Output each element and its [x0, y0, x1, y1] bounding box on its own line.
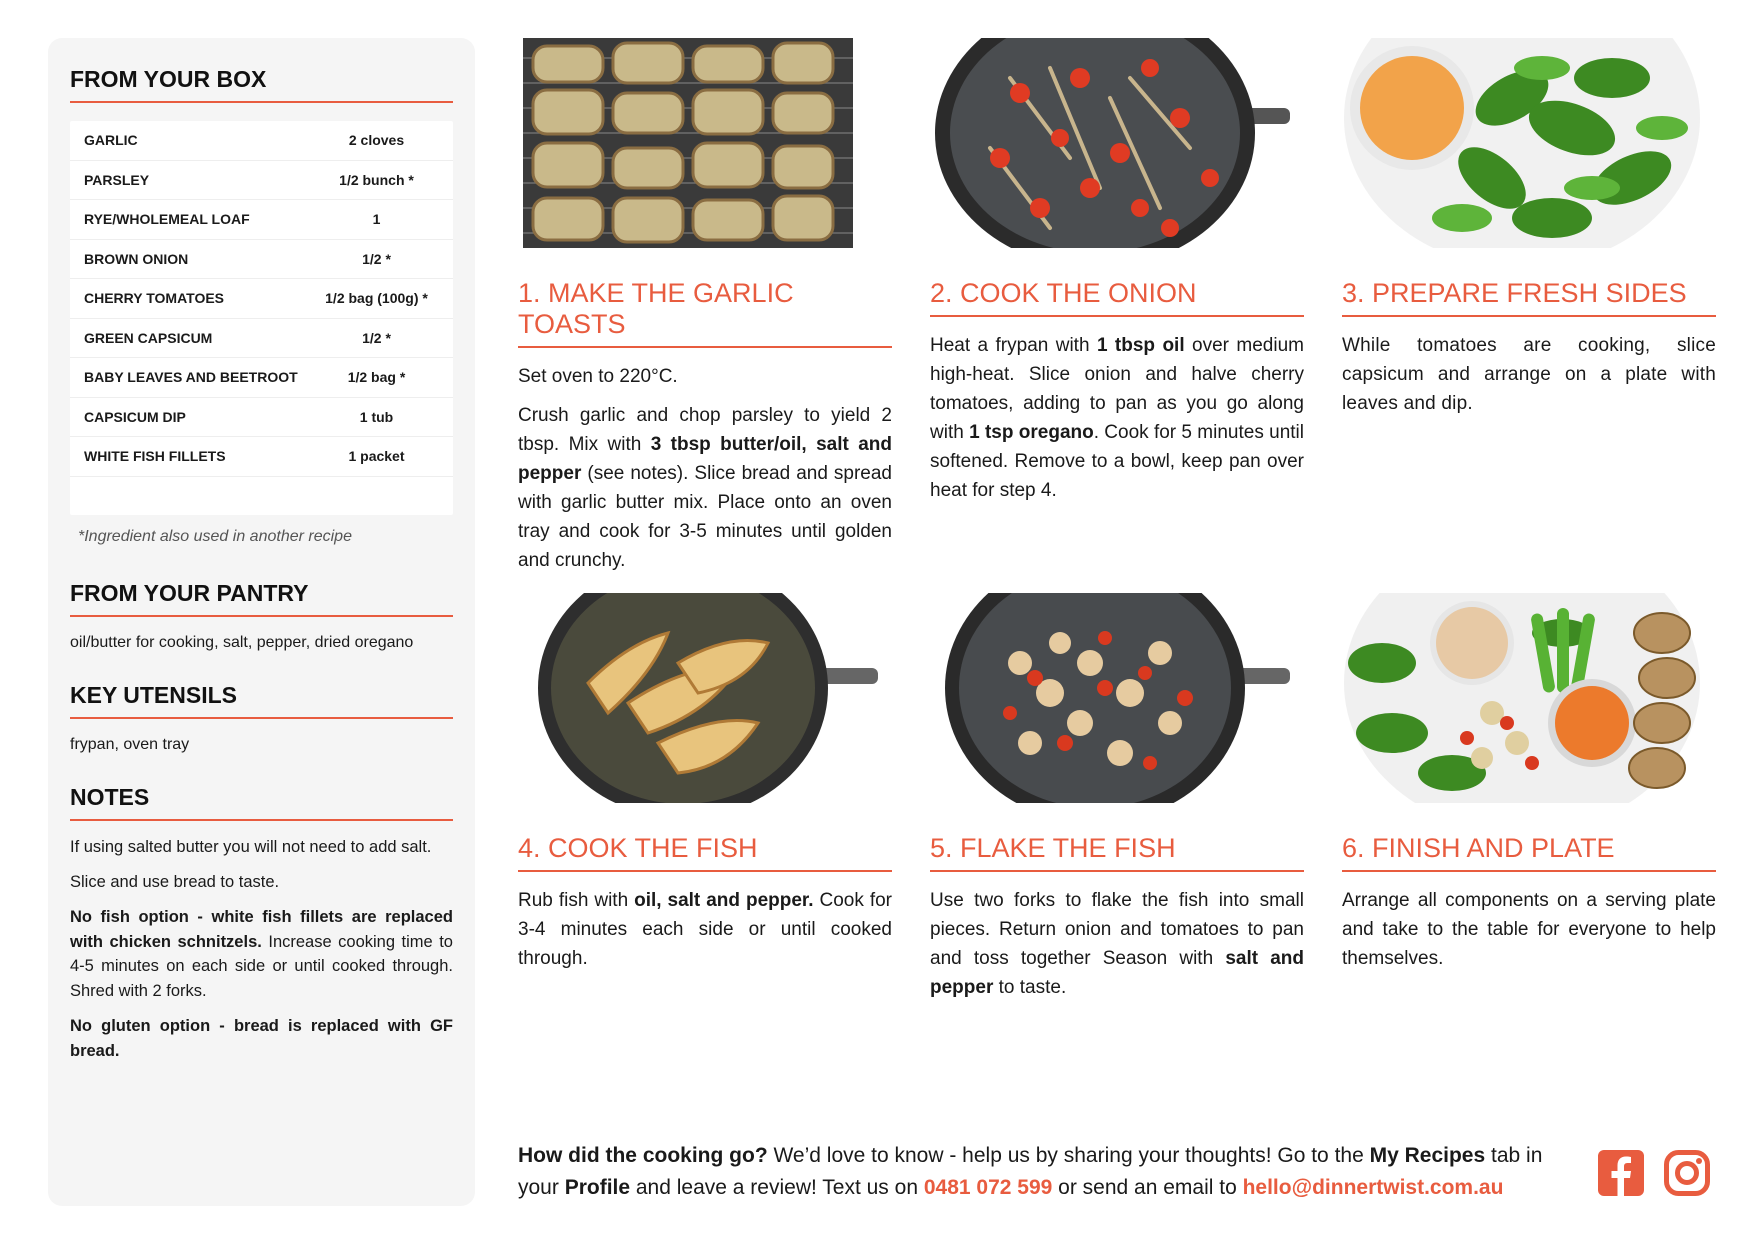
ingredient-qty: 1 tub: [359, 408, 394, 425]
utensils-heading: KEY UTENSILS: [70, 682, 453, 719]
step-5-text: [930, 886, 1304, 1002]
fresh-sides-photo: [1342, 38, 1702, 248]
utensils-text: frypan, oven tray: [70, 736, 190, 754]
utensils-section: [70, 682, 453, 756]
notes-heading: NOTES: [70, 784, 453, 821]
step-1-title: 1. MAKE THE GARLIC TOASTS: [518, 278, 892, 348]
step-6-title: 6. FINISH AND PLATE: [1342, 833, 1716, 872]
ingredient-row: [70, 358, 453, 398]
step-2: [930, 38, 1304, 505]
ingredient-qty: 2 cloves: [348, 132, 405, 149]
step-2-text-bold1: 1 tbsp oil: [1096, 335, 1185, 356]
step-6-text: Arrange all components on a serving plate and take to the table for everyone to help themselves.: [1342, 890, 1716, 969]
step-1-text-bold: 3 tbsp butter/oil, salt and pepper: [518, 434, 892, 484]
ingredient-row: [70, 161, 453, 201]
ingredient-qty: 1: [372, 211, 381, 228]
ingredient-row: [70, 240, 453, 280]
step-3: [1342, 38, 1716, 418]
ingredient-qty: 1/2 *: [362, 329, 391, 346]
step-2-text: [930, 331, 1304, 505]
step-2-text-e: . Cook for 5 minutes until softened. Remove to a bowl, keep pan over heat for step 4.: [930, 422, 1304, 501]
step-4: [518, 593, 892, 973]
feedback-text-4: or send an email to: [1052, 1176, 1243, 1199]
step-2-text-bold2: 1 tsp oregano: [969, 422, 1094, 443]
feedback-text-1: We’d love to know - help us by sharing your thoughts! Go to the: [767, 1144, 1370, 1167]
note-no-gluten: [70, 1014, 453, 1064]
flake-fish-photo: [930, 593, 1290, 803]
ingredient-row: [70, 279, 453, 319]
step-1-text-c: (see notes). Slice bread and spread with garlic butter mix. Place onto an oven tray and cook for 3-5 minutes until golden and crunchy.: [518, 463, 892, 571]
step-1-text-a: Crush garlic and chop parsley to yield 2 tbsp. Mix with: [518, 405, 892, 455]
notes-section: [70, 784, 453, 1063]
pantry-section: [70, 580, 453, 654]
ingredient-name: CAPSICUM DIP: [84, 408, 186, 425]
instagram-icon[interactable]: [1664, 1150, 1710, 1201]
note-no-fish: [70, 905, 453, 1004]
ingredient-qty: 1/2 *: [362, 250, 391, 267]
ingredients-sidebar: [48, 38, 475, 1206]
profile-label: Profile: [564, 1176, 631, 1199]
ingredient-name: GARLIC: [84, 132, 138, 149]
step-3-title: 3. PREPARE FRESH SIDES: [1342, 278, 1716, 317]
ingredient-row: [70, 437, 453, 477]
onion-pan-photo: [930, 38, 1290, 248]
ingredient-qty: 1/2 bag *: [347, 369, 406, 386]
ingredient-row: [70, 319, 453, 359]
facebook-icon[interactable]: [1598, 1150, 1644, 1201]
empty-row: [70, 477, 453, 516]
step-1-oven: Set oven to 220°C.: [518, 366, 678, 387]
note-salted-butter: If using salted butter you will not need to add salt.: [70, 838, 432, 857]
note-no-fish-rest: Increase cooking time to 4-5 minutes on each side or until cooked through. Shred with 2 forks.: [70, 932, 453, 1001]
step-2-title: 2. COOK THE ONION: [930, 278, 1304, 317]
ingredient-name: CHERRY TOMATOES: [84, 290, 225, 307]
feedback-text-3: and leave a review! Text us on: [630, 1176, 924, 1199]
feedback-footer: [518, 1140, 1568, 1204]
note-bread: Slice and use bread to taste.: [70, 873, 280, 892]
step-1-text: [518, 401, 892, 575]
step-5-title: 5. FLAKE THE FISH: [930, 833, 1304, 872]
ingredient-qty: 1/2 bunch *: [339, 171, 414, 188]
step-4-text-a: Rub fish with: [518, 890, 635, 911]
step-5: [930, 593, 1304, 1002]
ingredient-footnote: *Ingredient also used in another recipe: [78, 528, 352, 545]
pantry-text: oil/butter for cooking, salt, pepper, dried oregano: [70, 634, 414, 651]
step-2-text-a: Heat a frypan with: [930, 335, 1097, 356]
step-4-text: [518, 886, 892, 973]
ingredient-name: RYE/WHOLEMEAL LOAF: [84, 211, 250, 228]
step-5-text-c: to taste.: [993, 977, 1067, 998]
pantry-heading: FROM YOUR PANTRY: [70, 580, 453, 617]
cook-fish-photo: [518, 593, 878, 803]
ingredient-row: [70, 398, 453, 438]
step-5-text-a: Use two forks to flake the fish into small pieces. Return onion and tomatoes to pan and toss together Season with: [930, 890, 1304, 969]
from-your-box-heading: FROM YOUR BOX: [70, 66, 453, 103]
step-6: [1342, 593, 1716, 973]
step-5-text-bold: salt and pepper: [930, 948, 1304, 998]
ingredient-qty: 1/2 bag (100g) *: [325, 290, 428, 307]
note-no-fish-bold: No fish option - white fish fillets are replaced with chicken schnitzels.: [70, 907, 453, 951]
ingredient-name: GREEN CAPSICUM: [84, 329, 213, 346]
step-1: [518, 38, 892, 575]
ingredient-name: WHITE FISH FILLETS: [84, 448, 226, 465]
ingredient-name: BABY LEAVES AND BEETROOT: [84, 369, 298, 386]
email-link[interactable]: hello@dinnertwist.com.au: [1242, 1176, 1504, 1199]
phone-link[interactable]: 0481 072 599: [923, 1176, 1053, 1199]
garlic-toasts-photo: [518, 38, 878, 248]
ingredient-name: BROWN ONION: [84, 250, 189, 267]
step-2-text-c: over medium high-heat. Slice onion and halve cherry tomatoes, adding to pan as you go along with: [930, 335, 1304, 443]
ingredient-row: [70, 200, 453, 240]
ingredients-table: [70, 121, 453, 515]
feedback-text-2: tab in your: [518, 1144, 1543, 1199]
my-recipes-label: My Recipes: [1369, 1144, 1486, 1167]
step-4-text-c: Cook for 3-4 minutes each side or until cooked through.: [518, 890, 893, 969]
step-4-title: 4. COOK THE FISH: [518, 833, 892, 872]
note-no-gluten-bold: No gluten option - bread is replaced with GF bread.: [70, 1016, 453, 1060]
feedback-question: How did the cooking go?: [518, 1144, 768, 1167]
ingredient-row: [70, 121, 453, 161]
ingredient-name: PARSLEY: [84, 171, 150, 188]
step-4-text-bold: oil, salt and pepper.: [634, 890, 814, 911]
ingredient-qty: 1 packet: [348, 448, 405, 465]
finished-plate-photo: [1342, 593, 1702, 803]
step-3-text: While tomatoes are cooking, slice capsicum and arrange on a plate with leaves and dip.: [1342, 335, 1716, 414]
